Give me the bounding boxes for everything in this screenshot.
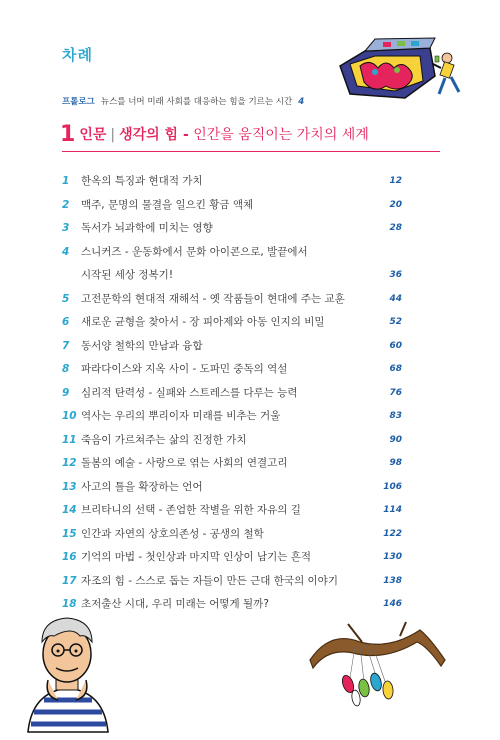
toc-entry-page: 52 bbox=[389, 317, 402, 327]
toc-entry-page: 122 bbox=[383, 528, 402, 539]
toc-entry-page: 76 bbox=[389, 387, 402, 398]
prologue-label: 프롤로그 bbox=[62, 97, 95, 107]
toc-entry-title: 맥주, 문명의 물결을 일으킨 황금 액체 bbox=[81, 198, 254, 211]
sneakers-on-branch-illustration bbox=[300, 620, 450, 715]
toc-entry-page: 44 bbox=[389, 293, 402, 304]
toc-entry-number: 4 bbox=[62, 245, 70, 258]
toc-entry-page: 114 bbox=[383, 505, 402, 515]
toc-entry-title: 기억의 마법 - 첫인상과 마지막 인상이 남기는 흔적 bbox=[81, 551, 312, 563]
toc-entry-page: 106 bbox=[383, 481, 402, 492]
toc-entry-title: 한옥의 특징과 현대적 가치 bbox=[81, 175, 203, 187]
toc-entry bbox=[62, 499, 402, 523]
prologue-page: 4 bbox=[298, 97, 305, 107]
prologue-line bbox=[62, 95, 304, 107]
toc-entry bbox=[62, 170, 402, 194]
part-concept: 생각의 힘 - bbox=[119, 127, 189, 143]
toc-heading: 차례 bbox=[62, 46, 93, 64]
toc-entry bbox=[62, 311, 402, 335]
toc-entry-number: 7 bbox=[62, 339, 70, 352]
toc-entry bbox=[62, 382, 402, 406]
toc-entry-page: 28 bbox=[389, 223, 402, 233]
toc-entry bbox=[62, 241, 402, 288]
toc-entry-page: 90 bbox=[389, 434, 402, 445]
toc-entry-number: 17 bbox=[62, 574, 77, 587]
toc-entry-title: 사고의 틀을 확장하는 언어 bbox=[81, 480, 203, 493]
part-subtitle: 인간을 움직이는 가치의 세계 bbox=[193, 127, 369, 143]
toc-entry-title: 고전문학의 현대적 재해석 - 옛 작품들이 현대에 주는 교훈 bbox=[81, 292, 345, 305]
toc-entry-number: 2 bbox=[62, 198, 70, 211]
toc-entry-number: 13 bbox=[62, 480, 77, 493]
toc-entry-page: 98 bbox=[389, 458, 402, 468]
toc-entry-page: 68 bbox=[389, 364, 402, 374]
toc-entry bbox=[62, 429, 402, 453]
toc-entry-number: 9 bbox=[62, 386, 70, 399]
toc-entry bbox=[62, 194, 402, 218]
toc-entry-title: 브리타니의 선택 - 존엄한 작별을 위한 자유의 길 bbox=[81, 504, 301, 516]
toc-entry-page: 20 bbox=[389, 199, 402, 210]
part-divider: | bbox=[110, 127, 116, 143]
toc-entry-number: 6 bbox=[62, 316, 70, 328]
prologue-title: 뉴스를 너머 미래 사회를 대응하는 힘을 기르는 시간 bbox=[100, 97, 293, 107]
toc-entry-page: 130 bbox=[383, 552, 402, 562]
toc-entry bbox=[62, 546, 402, 570]
toc-entry-number: 1 bbox=[62, 175, 70, 187]
toc-entry-title: 새로운 균형을 찾아서 - 장 피아제와 아동 인지의 비밀 bbox=[81, 316, 325, 328]
toc-entry-title: 스니커즈 - 운동화에서 문화 아이콘으로, 발끝에서 bbox=[81, 245, 308, 258]
toc-entry-title: 심리적 탄력성 - 실패와 스트레스를 다루는 능력 bbox=[81, 386, 298, 399]
toc-entry bbox=[62, 570, 402, 594]
toc-entry-title: 역사는 우리의 뿌리이자 미래를 비추는 거울 bbox=[81, 410, 281, 422]
toc-entry-title: 인간과 자연의 상호의존성 - 공생의 철학 bbox=[81, 527, 264, 540]
toc-entry-number: 10 bbox=[62, 410, 77, 422]
toc-entry-number: 14 bbox=[62, 504, 77, 516]
toc-entry bbox=[62, 335, 402, 359]
toc-entry-number: 12 bbox=[62, 457, 77, 469]
toc-entry-title: 독서가 뇌과학에 미치는 영향 bbox=[81, 222, 213, 234]
toc-entry bbox=[62, 523, 402, 547]
part-underline bbox=[62, 151, 440, 152]
toc-entry bbox=[62, 217, 402, 241]
toc-entry-page: 60 bbox=[389, 340, 402, 351]
toc-entry-title: 초저출산 시대, 우리 미래는 어떻게 될까? bbox=[81, 598, 269, 610]
part-name: 인문 bbox=[79, 127, 107, 143]
toc-entry-title: 자조의 힘 - 스스로 돕는 자들이 만든 근대 한국의 이야기 bbox=[81, 574, 338, 587]
toc-entry-page: 12 bbox=[389, 176, 402, 186]
toc-entry-number: 3 bbox=[62, 222, 70, 234]
toc-entry bbox=[62, 358, 402, 382]
toc-entry bbox=[62, 405, 402, 429]
toc-entry-title: 죽음이 가르쳐주는 삶의 진정한 가치 bbox=[81, 433, 247, 446]
toc-entry bbox=[62, 288, 402, 312]
toc-entry-number: 5 bbox=[62, 292, 70, 305]
toc-entry-page: 83 bbox=[389, 411, 402, 421]
part-number: 1 bbox=[60, 122, 76, 147]
toc-entry-title: 돌봄의 예술 - 사랑으로 엮는 사회의 연결고리 bbox=[81, 457, 288, 469]
toc-entry-page: 138 bbox=[383, 575, 402, 586]
toc-entry-title: 파라다이스와 지옥 사이 - 도파민 중독의 역설 bbox=[81, 363, 288, 375]
toc-entry-number: 18 bbox=[62, 598, 77, 610]
graffiti-wall-illustration bbox=[335, 36, 470, 116]
toc-entry-title: 동서양 철학의 만남과 융합 bbox=[81, 339, 203, 352]
toc-entry-page: 146 bbox=[383, 599, 402, 609]
toc-list bbox=[62, 170, 402, 617]
toc-entry-number: 15 bbox=[62, 527, 77, 540]
toc-entry-number: 16 bbox=[62, 551, 77, 563]
toc-entry-page: 36 bbox=[389, 270, 402, 280]
toc-entry bbox=[62, 452, 402, 476]
toc-entry-title-line2: 시작된 세상 정복기! bbox=[81, 269, 174, 281]
old-man-illustration bbox=[20, 612, 115, 740]
part-title bbox=[60, 122, 369, 147]
toc-entry bbox=[62, 476, 402, 500]
toc-entry-number: 8 bbox=[62, 363, 70, 375]
toc-entry-number: 11 bbox=[62, 433, 77, 446]
